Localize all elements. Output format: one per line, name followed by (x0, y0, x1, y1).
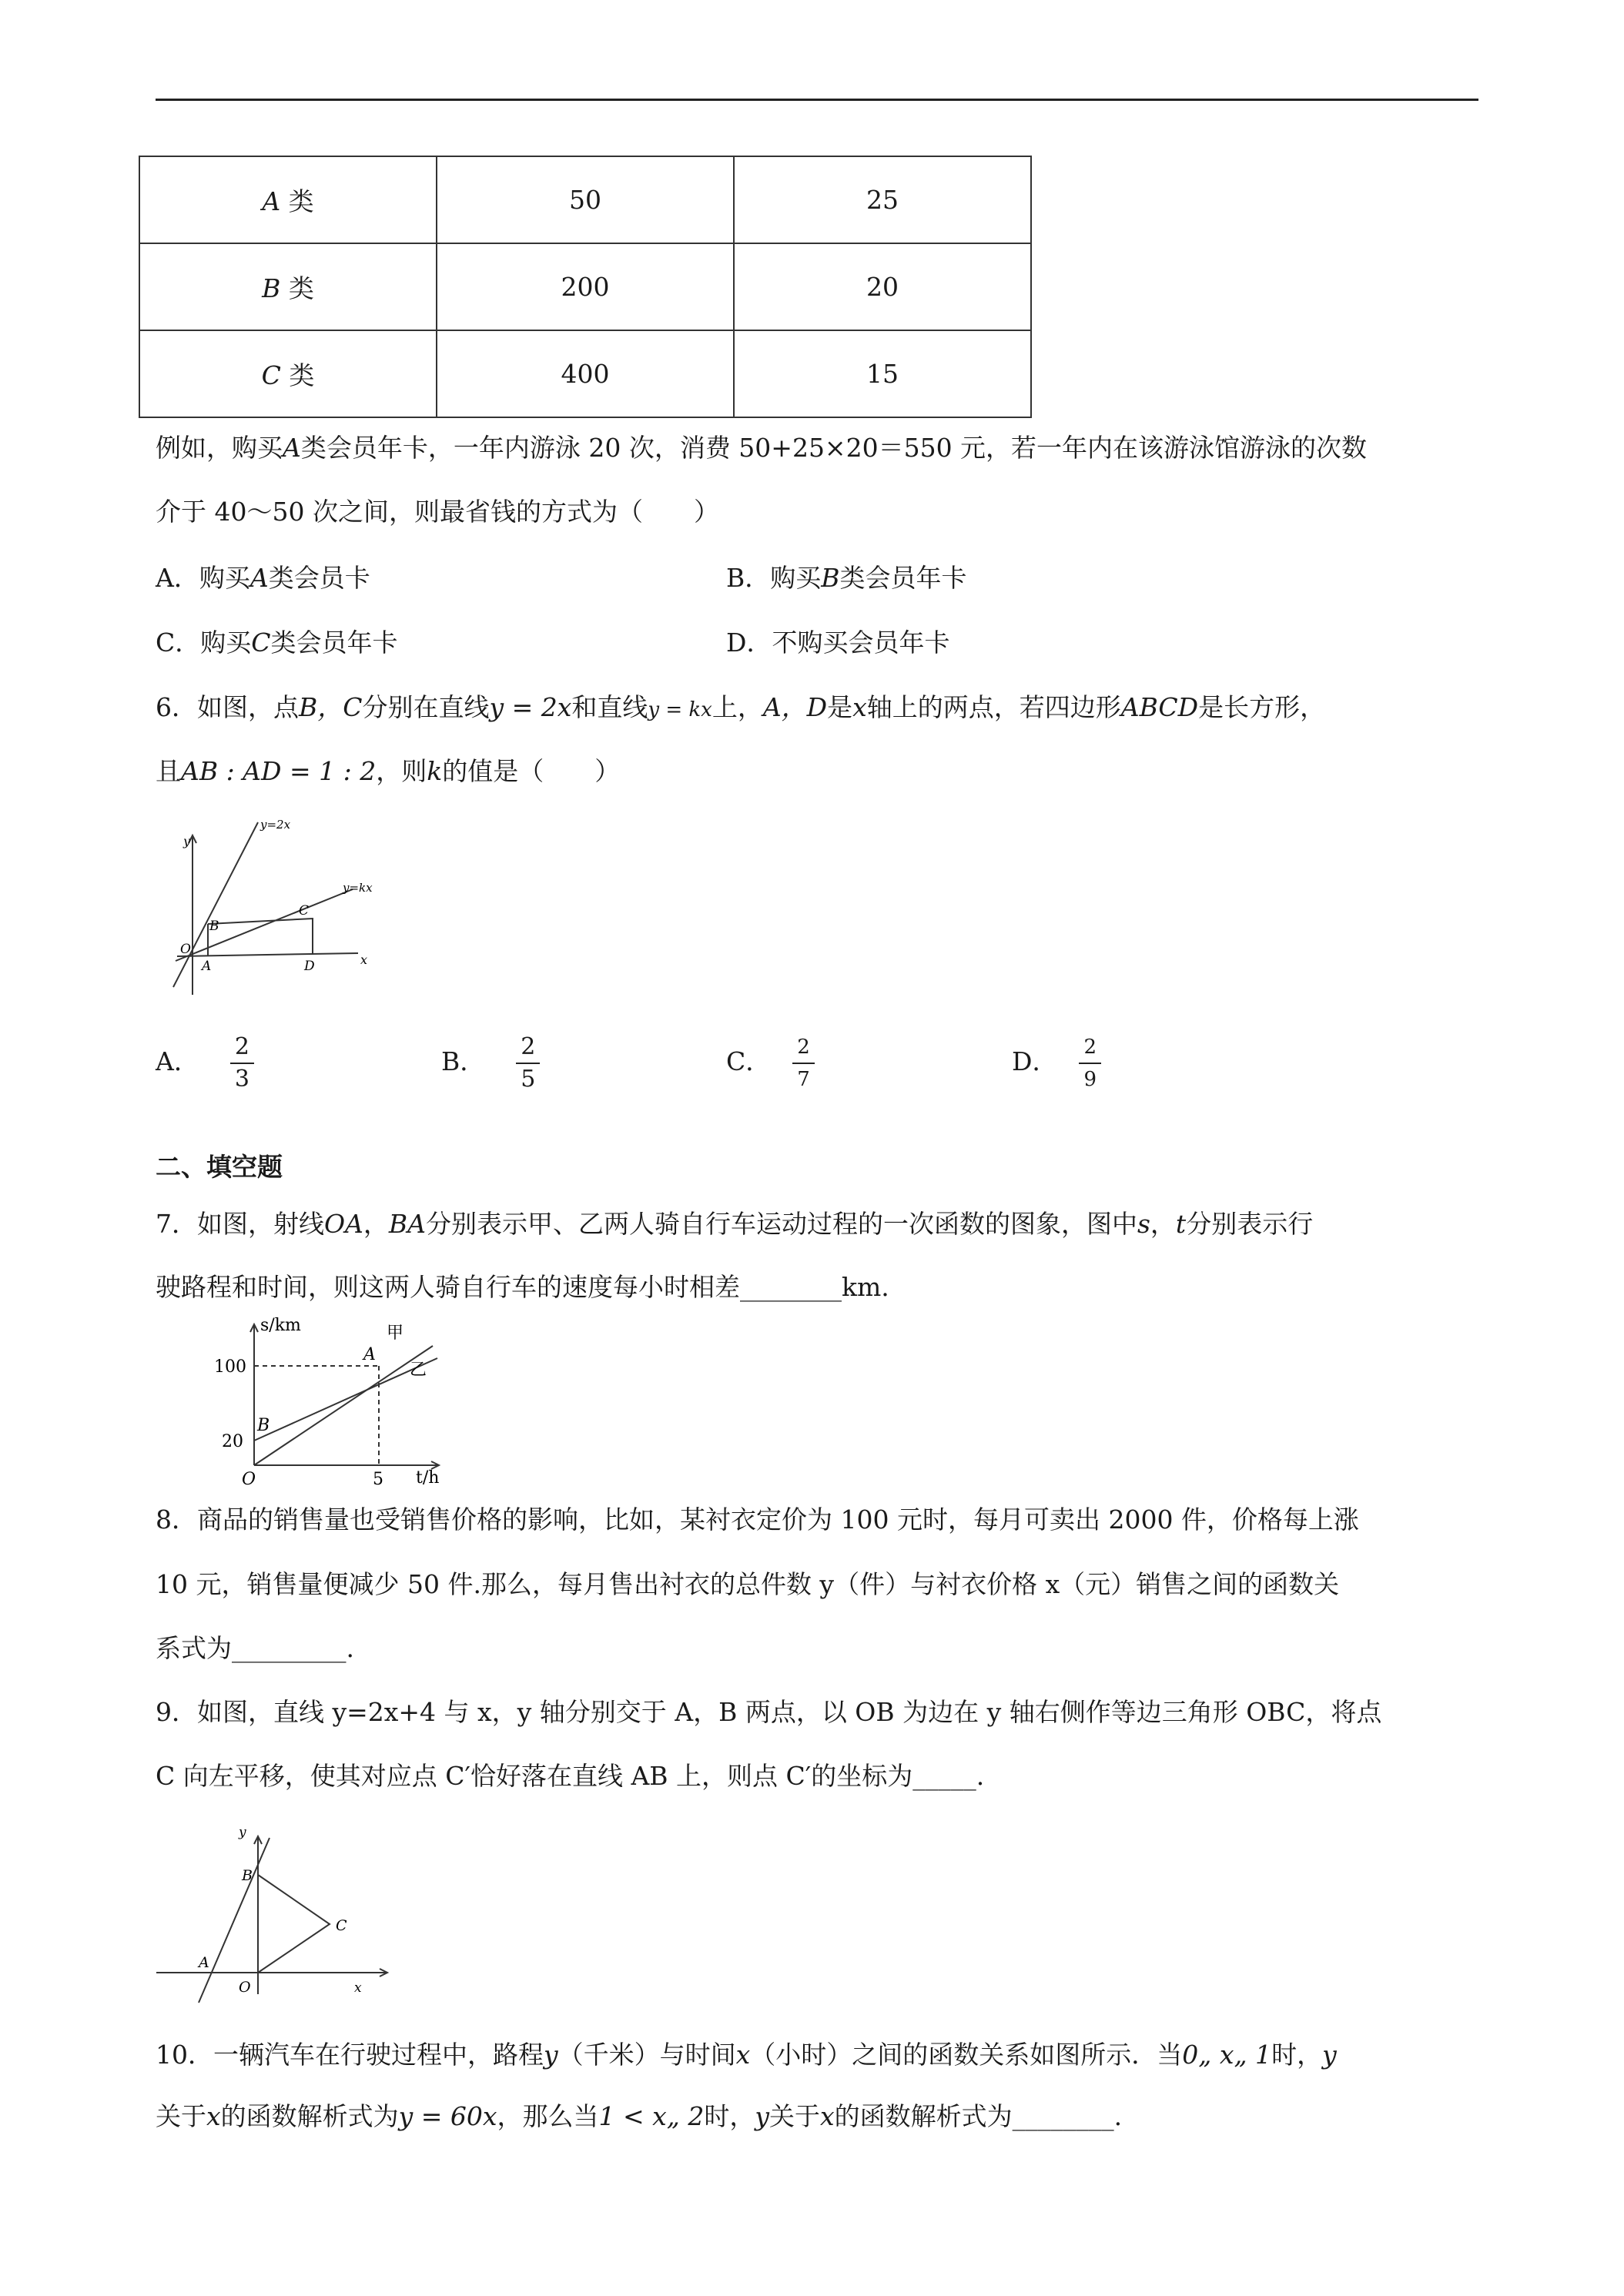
q6-C-label: C (299, 903, 310, 919)
q6-option-b: B． $\frac{2}{5}$ (441, 1032, 540, 1095)
q7-line1: 7．如图，射线OA，BA分别表示甲、乙两人骑自行车运动过程的一次函数的图象，图中s，t分别表示行 (156, 1209, 1314, 1239)
q6-x-axis (177, 953, 358, 956)
per-visit-cell: 15 (734, 330, 1031, 417)
q5-line2: 介于 40～50 次之间，则最省钱的方式为（ ） (156, 497, 719, 527)
q9-y-label: y (239, 1825, 246, 1840)
header-rule (156, 99, 1478, 101)
q7-y100: 100 (214, 1357, 246, 1377)
q6-line1: 6．如图，点B，C分别在直线y = 2x和直线y = kx上，A，D是x轴上的两点，若四边形ABCD是长方形， (156, 692, 1326, 722)
q5-option-d: D．不购买会员年卡 (726, 628, 950, 658)
fee-table-row (139, 243, 1031, 330)
q9-x-label: x (354, 1980, 362, 1996)
q5-option-b: B．购买B类会员年卡 (726, 563, 967, 593)
q7-jia-label: 甲 (387, 1324, 404, 1343)
category-letter: C (261, 360, 281, 390)
q6-line-kx (176, 889, 353, 961)
q8-line2: 10 元，销售量便减少 50 件.那么，每月售出衬衣的总件数 y（件）与衬衣价格 x（元）销售之间的函数关 (156, 1569, 1340, 1599)
q6-figure (162, 816, 393, 1005)
q6-x-label: x (360, 952, 368, 967)
annual-fee-cell: 400 (437, 330, 734, 417)
q6-rect (208, 919, 313, 955)
category-letter: A (262, 186, 281, 216)
q7-x5: 5 (373, 1470, 383, 1488)
fee-table (139, 156, 1032, 418)
annual-fee-cell: 200 (437, 243, 734, 330)
q6-option-d: D． $\frac{2}{9}$ (1012, 1032, 1101, 1095)
q9-A-label: A (199, 1954, 209, 1971)
q7-y-label: s/km (260, 1316, 301, 1335)
q9-line2: C 向左平移，使其对应点 C′恰好落在直线 AB 上，则点 C′的坐标为_____. (156, 1761, 985, 1791)
q5-option-c: C．购买C类会员年卡 (156, 628, 398, 658)
q7-O-label: O (242, 1470, 256, 1488)
q6-line1-label: y=2x (260, 818, 291, 832)
q6-A-label: A (202, 959, 212, 974)
q9-O-label: O (239, 1979, 251, 1996)
category-letter: B (262, 273, 281, 303)
q9-line1: 9．如图，直线 y=2x+4 与 x，y 轴分别交于 A，B 两点，以 OB 为边在 y 轴右侧作等边三角形 OBC，将点 (156, 1697, 1382, 1727)
category-cell (139, 156, 437, 243)
q7-line-jia (254, 1346, 433, 1465)
q7-B-label: B (257, 1416, 270, 1435)
category-suffix: 类 (288, 273, 314, 303)
q6-option-a: A． $\frac{2}{3}$ (156, 1032, 254, 1095)
fee-table-row (139, 330, 1031, 417)
q9-B-label: B (242, 1867, 253, 1884)
q7-y20: 20 (222, 1432, 243, 1451)
q6-option-c: C． $\frac{2}{7}$ (726, 1032, 815, 1095)
q6-D-label: D (304, 959, 315, 974)
q8-line3: 系式为_________. (156, 1633, 354, 1663)
q6-line2-label: y=kx (343, 881, 373, 895)
q5-line1: 例如，购买A类会员年卡，一年内游泳 20 次，消费 50+25×20＝550 元，若一年内在该游泳馆游泳的次数 (156, 433, 1368, 463)
category-suffix: 类 (289, 360, 315, 390)
category-cell (139, 243, 437, 330)
category-cell (139, 330, 437, 417)
q7-figure (208, 1315, 462, 1488)
q7-line2: 驶路程和时间，则这两人骑自行车的速度每小时相差________km. (156, 1272, 889, 1302)
per-visit-cell: 25 (734, 156, 1031, 243)
q9-line-ab (199, 1838, 270, 2003)
q6-B-label: B (209, 919, 219, 934)
q6-line2: 且AB : AD = 1 : 2，则k的值是（ ） (156, 756, 621, 786)
q9-triangle (258, 1875, 330, 1973)
per-visit-cell: 20 (734, 243, 1031, 330)
section-title: 二、填空题 (156, 1152, 283, 1182)
q8-line1: 8．商品的销售量也受销售价格的影响，比如，某衬衣定价为 100 元时，每月可卖出 2000 件，价格每上涨 (156, 1504, 1359, 1535)
category-suffix: 类 (288, 186, 314, 216)
q6-y-label: y (183, 834, 191, 848)
q7-x-label: t/h (416, 1468, 440, 1488)
q7-yi-label: 乙 (410, 1361, 427, 1380)
annual-fee-cell: 50 (437, 156, 734, 243)
q10-line1: 10．一辆汽车在行驶过程中，路程y（千米）与时间x（小时）之间的函数关系如图所示．当0„ x„ 1时，y (156, 2040, 1337, 2070)
q9-figure (152, 1821, 399, 2010)
q9-C-label: C (336, 1917, 347, 1934)
q5-option-a: A．购买A类会员卡 (156, 563, 370, 593)
q6-O-label: O (180, 942, 191, 957)
q10-line2: 关于x的函数解析式为y = 60x，那么当1 < x„ 2时，y关于x的函数解析式为________. (156, 2101, 1123, 2131)
fee-table-row (139, 156, 1031, 243)
q7-A-label: A (363, 1345, 376, 1364)
